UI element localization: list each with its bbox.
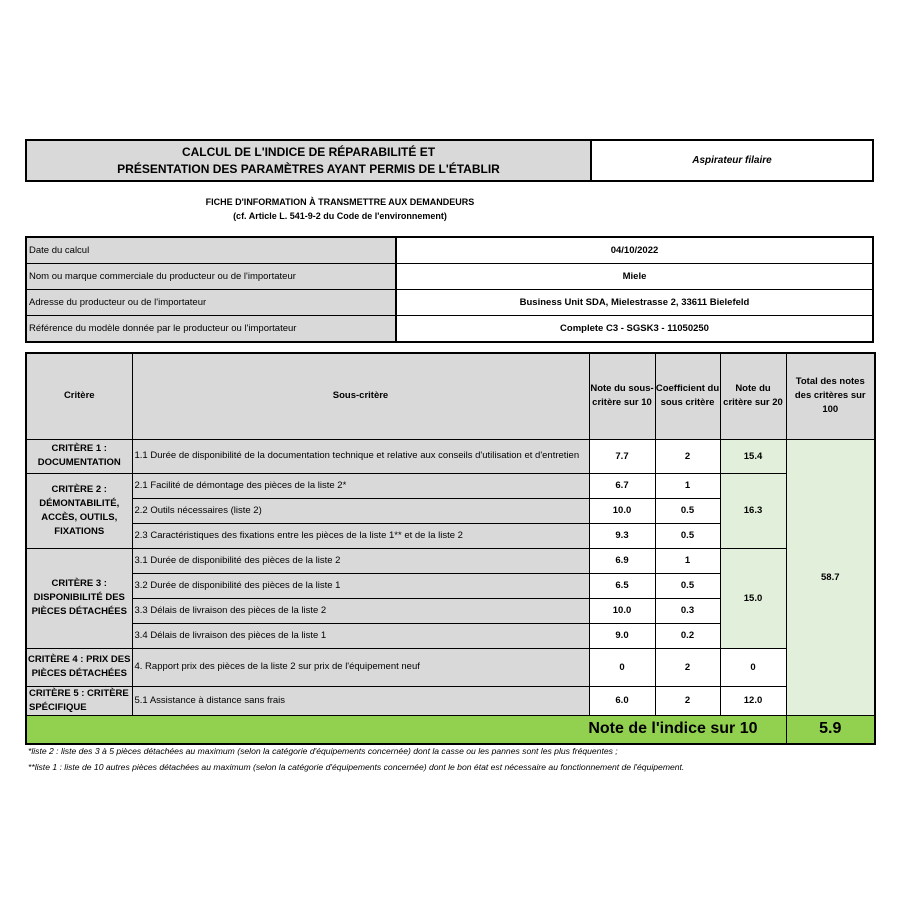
sub-criterion-coef: 1 [655, 473, 720, 498]
criterion-1: CRITÈRE 1 : DOCUMENTATION [26, 439, 132, 473]
criterion-4: CRITÈRE 4 : PRIX DES PIÈCES DÉTACHÉES [26, 648, 132, 686]
sub-criterion-label: 2.1 Facilité de démontage des pièces de la liste 2* [132, 473, 589, 498]
sub-criterion-coef: 2 [655, 439, 720, 473]
info-row-brand [27, 264, 872, 290]
sub-criterion-note: 6.9 [589, 548, 655, 573]
info-value: Miele [622, 271, 647, 282]
info-label: Date du calcul [27, 238, 397, 263]
header-coefficient: Coefficient du sous critère [655, 353, 720, 439]
info-value: Business Unit SDA, Mielestrasse 2, 33611 Bielefeld [519, 297, 750, 308]
footnote-2: **liste 1 : liste de 10 autres pièces détachées au maximum (selon la catégorie d'équipements concernée) dont le bon état est nécessaire au fonctionnement de l'équipement. [28, 761, 685, 772]
info-value: 04/10/2022 [610, 245, 659, 256]
info-value: Complete C3 - SGSK3 - 11050250 [560, 323, 709, 334]
footnote-1: *liste 2 : liste des 3 à 5 pièces détachées au maximum (selon la catégorie d'équipements concernée) dont la casse ou les pannes sont les plus fréquentes ; [28, 746, 618, 756]
sub-criterion-note: 9.3 [589, 523, 655, 548]
info-row-address [27, 290, 872, 316]
final-label: Note de l'indice sur 10 [26, 715, 786, 744]
sub-criterion-coef: 0.2 [655, 623, 720, 648]
table-row [26, 548, 875, 573]
fiche-line-1: FICHE D'INFORMATION À TRANSMETTRE AUX DEMANDEURS [205, 197, 475, 207]
table-row [26, 686, 875, 715]
footnotes [28, 744, 888, 775]
table-row [26, 439, 875, 473]
header-total: Total des notes des critères sur 100 [786, 353, 875, 439]
fiche-line-2: (cf. Article L. 541-9-2 du Code de l'environnement) [233, 211, 447, 221]
sub-criterion-note: 6.0 [589, 686, 655, 715]
fiche-heading [25, 195, 655, 223]
info-label: Nom ou marque commerciale du producteur ou de l'importateur [27, 264, 397, 289]
criterion-2-note: 16.3 [720, 473, 786, 548]
info-label: Adresse du producteur ou de l'importateur [27, 290, 397, 315]
sub-criterion-note: 10.0 [589, 498, 655, 523]
sub-criterion-note: 9.0 [589, 623, 655, 648]
criterion-2: CRITÈRE 2 : DÉMONTABILITÉ, ACCÈS, OUTILS, FIXATIONS [26, 473, 132, 548]
header-box [25, 139, 874, 182]
sub-criterion-label: 3.2 Durée de disponibilité des pièces de la liste 1 [132, 573, 589, 598]
sub-criterion-note: 10.0 [589, 598, 655, 623]
info-label: Référence du modèle donnée par le producteur ou l'importateur [27, 316, 397, 341]
sub-criterion-note: 6.7 [589, 473, 655, 498]
product-type: Aspirateur filaire [692, 155, 772, 166]
sub-criterion-label: 3.3 Délais de livraison des pièces de la liste 2 [132, 598, 589, 623]
sub-criterion-coef: 2 [655, 686, 720, 715]
criterion-4-note: 0 [720, 648, 786, 686]
sub-criterion-coef: 0.5 [655, 573, 720, 598]
info-row-reference [27, 316, 872, 341]
criterion-3-note: 15.0 [720, 548, 786, 648]
sub-criterion-coef: 1 [655, 548, 720, 573]
table-header-row [26, 353, 875, 439]
title-line-1: CALCUL DE L'INDICE DE RÉPARABILITÉ ET [181, 144, 436, 159]
header-note-sous-critere: Note du sous-critère sur 10 [589, 353, 655, 439]
table-row [26, 473, 875, 498]
total-score: 58.7 [786, 439, 875, 715]
sub-criterion-label: 5.1 Assistance à distance sans frais [132, 686, 589, 715]
info-row-date [27, 238, 872, 264]
header-note-critere: Note du critère sur 20 [720, 353, 786, 439]
criterion-1-note: 15.4 [720, 439, 786, 473]
sub-criterion-label: 4. Rapport prix des pièces de la liste 2 sur prix de l'équipement neuf [132, 648, 589, 686]
header-sous-critere: Sous-critère [132, 353, 589, 439]
header-critere: Critère [26, 353, 132, 439]
sub-criterion-label: 3.1 Durée de disponibilité des pièces de la liste 2 [132, 548, 589, 573]
document-title [27, 141, 592, 180]
criterion-5-note: 12.0 [720, 686, 786, 715]
final-row [26, 715, 875, 744]
criterion-3: CRITÈRE 3 : DISPONIBILITÉ DES PIÈCES DÉTACHÉES [26, 548, 132, 648]
sub-criterion-note: 7.7 [589, 439, 655, 473]
sub-criterion-coef: 0.5 [655, 523, 720, 548]
table-row [26, 648, 875, 686]
criterion-5: CRITÈRE 5 : CRITÈRE SPÉCIFIQUE [26, 686, 132, 715]
sub-criterion-label: 1.1 Durée de disponibilité de la documentation technique et relative aux conseils d'utilisation et d'entretien [132, 439, 589, 473]
sub-criterion-note: 0 [589, 648, 655, 686]
sub-criterion-coef: 0.5 [655, 498, 720, 523]
sub-criterion-coef: 2 [655, 648, 720, 686]
scoring-table [25, 352, 876, 745]
sub-criterion-coef: 0.3 [655, 598, 720, 623]
sub-criterion-label: 2.2 Outils nécessaires (liste 2) [132, 498, 589, 523]
sub-criterion-label: 3.4 Délais de livraison des pièces de la liste 1 [132, 623, 589, 648]
sub-criterion-note: 6.5 [589, 573, 655, 598]
final-score: 5.9 [786, 715, 875, 744]
sub-criterion-label: 2.3 Caractéristiques des fixations entre les pièces de la liste 1** et de la liste 2 [132, 523, 589, 548]
title-line-2: PRÉSENTATION DES PARAMÈTRES AYANT PERMIS DE L'ÉTABLIR [117, 161, 500, 176]
info-table [25, 236, 874, 343]
